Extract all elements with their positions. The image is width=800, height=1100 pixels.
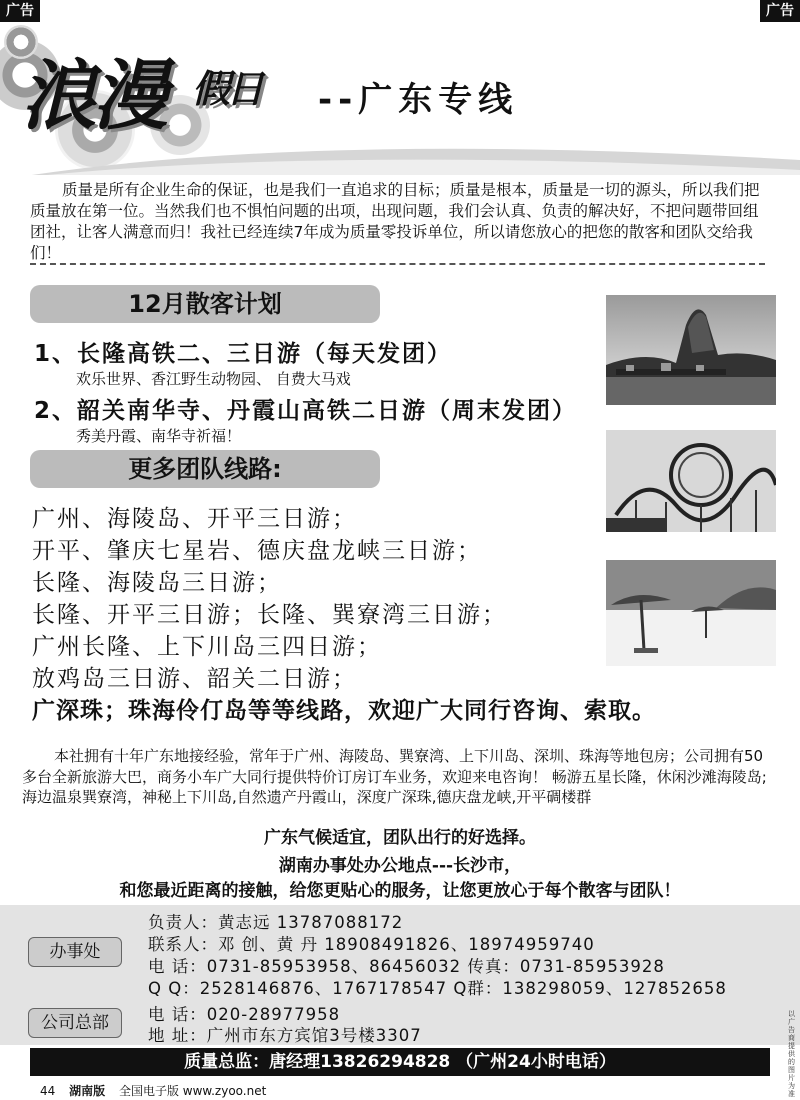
- trip-item: 2、韶关南华寺、丹霞山高铁二日游（周末发团）: [34, 398, 578, 424]
- title-holiday: 假日: [192, 66, 261, 111]
- trip-subtitle: 欢乐世界、香江野生动物园、 自费大马戏: [76, 370, 351, 388]
- section-title-december: 12月散客计划: [30, 285, 380, 323]
- route-line: 广州长隆、上下川岛三四日游；: [32, 634, 382, 660]
- office-manager-line: 负责人：黄志远 13787088172: [148, 913, 404, 932]
- office-label: 办事处: [28, 937, 122, 967]
- trip-subtitle: 秀美丹霞、南华寺祈福！: [76, 427, 242, 445]
- slogan-climate: 广东气候适宜，团队出行的好选择。: [264, 828, 536, 848]
- hq-address-line: 地 址：广州市东方宾馆3号楼3307: [148, 1026, 422, 1045]
- side-print-note: 以广告商提供的图片为准: [788, 1010, 795, 1098]
- dashed-divider: [30, 263, 765, 265]
- photo-beach-umbrellas: [606, 560, 776, 666]
- ad-tag-left: 广告: [0, 0, 40, 22]
- route-line: 放鸡岛三日游、韶关二日游；: [32, 666, 357, 692]
- route-line: 长隆、开平三日游；长隆、巽寮湾三日游；: [32, 602, 507, 628]
- ad-tag-right: 广告: [760, 0, 800, 22]
- slogan-office-location: 湖南办事处办公地点---长沙市，: [278, 856, 522, 876]
- route-line: 广州、海陵岛、开平三日游；: [32, 506, 357, 532]
- photo-danxia-mountain: [606, 295, 776, 405]
- trip-item: 1、长隆高铁二、三日游（每天发团）: [34, 341, 453, 367]
- slogan-service: 和您最近距离的接触，给您更贴心的服务，让您更放心于每个散客与团队！: [119, 881, 681, 901]
- title-guangdong-line: --广东专线: [318, 80, 519, 120]
- header-banner: [0, 0, 800, 175]
- quality-director-bar: 质量总监：唐经理13826294828 （广州24小时电话）: [30, 1048, 770, 1076]
- photo-roller-coaster: [606, 430, 776, 532]
- company-paragraph: 本社拥有十年广东地接经验，常年于广州、海陵岛、巽寮湾、上下川岛、深圳、珠海等地包房；公司拥有50多台全新旅游大巴，商务小车广大同行提供特价订房订车业务，欢迎来电咨询！ 畅游五星长隆，休闲沙滩海陵岛;海边温泉巽寮湾，神秘上下川岛,自然遗产丹霞山，深度广深珠,德庆盘龙峡,开平碉楼群: [22, 747, 767, 806]
- route-line: 开平、肇庆七星岩、德庆盘龙峡三日游；: [32, 538, 482, 564]
- office-phone-line: 电 话：0731-85953958、86456032 传真：0731-85953928: [148, 957, 665, 976]
- title-romance: 浪漫: [20, 51, 164, 140]
- hq-phone-line: 电 话：020-28977958: [148, 1005, 341, 1024]
- page-footer: [40, 1082, 276, 1099]
- intro-paragraph: 质量是所有企业生命的保证，也是我们一直追求的目标；质量是根本，质量是一切的源头，所以我们把质量放在第一位。当然我们也不惧怕问题的出项，出现问题，我们会认真、负责的解决好，不把问题带回组团社，让客人满意而归！我社已经连续7年成为质量零投诉单位，所以请您放心的把您的散客和团队交给我们！: [30, 181, 760, 262]
- office-qq-line: Q Q：2528146876、1767178547 Q群：138298059、127852658: [148, 979, 727, 998]
- route-line: 长隆、海陵岛三日游；: [32, 570, 282, 596]
- office-contact-line: 联系人：邓 创、黄 丹 18908491826、18974959740: [148, 935, 595, 954]
- contact-panel: [0, 905, 800, 1045]
- route-line: 广深珠；珠海伶仃岛等等线路，欢迎广大同行咨询、索取。: [32, 698, 656, 724]
- edition-label: 湖南版: [69, 1084, 106, 1098]
- hq-label: 公司总部: [28, 1008, 122, 1038]
- section-title-more-routes: 更多团队线路:: [30, 450, 380, 488]
- website-label: 全国电子版 www.zyoo.net: [118, 1084, 267, 1098]
- page-number: 44: [40, 1084, 56, 1098]
